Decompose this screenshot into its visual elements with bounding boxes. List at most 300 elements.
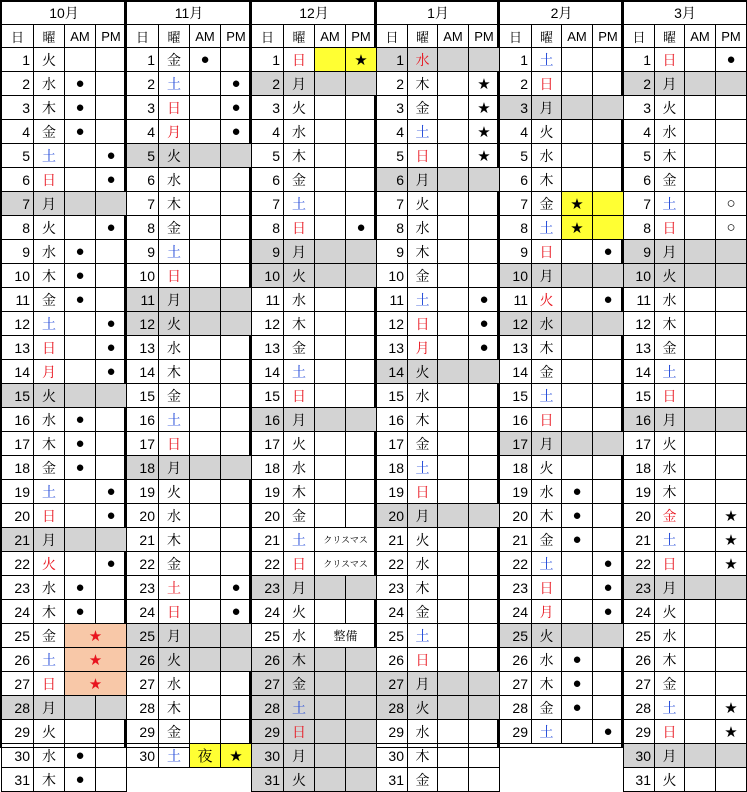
am-slot-cell	[562, 240, 593, 264]
weekday-cell: 火	[284, 432, 315, 456]
weekday-cell: 火	[159, 312, 190, 336]
day-row	[624, 336, 747, 360]
pm-slot-cell	[346, 456, 377, 480]
am-slot-cell	[190, 240, 221, 264]
day-row	[377, 768, 500, 792]
am-slot-cell	[685, 528, 716, 552]
day-row	[377, 96, 500, 120]
day-number: 30	[127, 744, 159, 768]
am-slot-cell	[438, 216, 469, 240]
day-row	[252, 696, 377, 720]
am-slot-cell: ●	[65, 456, 96, 480]
weekday-cell: 水	[34, 72, 65, 96]
day-row	[2, 456, 127, 480]
weekday-cell: 水	[532, 312, 562, 336]
day-row	[2, 144, 127, 168]
day-row	[624, 576, 747, 600]
am-slot-cell	[315, 720, 346, 744]
day-row	[377, 408, 500, 432]
day-number: 1	[252, 48, 284, 72]
pm-slot-cell	[469, 456, 500, 480]
day-number: 18	[624, 456, 655, 480]
day-row	[252, 480, 377, 504]
am-slot-cell	[438, 528, 469, 552]
day-number: 23	[127, 576, 159, 600]
day-row	[500, 192, 624, 216]
day-number: 12	[252, 312, 284, 336]
day-number: 29	[377, 720, 408, 744]
day-row	[127, 216, 252, 240]
pm-slot-cell	[593, 528, 624, 552]
am-slot-cell	[190, 552, 221, 576]
day-row	[377, 360, 500, 384]
pm-slot-cell	[593, 408, 624, 432]
day-row	[2, 48, 127, 72]
column-header-pm: PM	[593, 25, 624, 48]
weekday-cell: 土	[532, 48, 562, 72]
pm-slot-cell	[96, 768, 127, 792]
day-row	[377, 552, 500, 576]
month-table	[251, 1, 377, 792]
day-number: 18	[377, 456, 408, 480]
weekday-cell: 日	[655, 384, 685, 408]
pm-slot-cell	[221, 312, 252, 336]
weekday-cell: 水	[655, 120, 685, 144]
day-number: 11	[500, 288, 532, 312]
weekday-cell: 日	[34, 672, 65, 696]
day-number: 5	[252, 144, 284, 168]
weekday-cell: 火	[34, 720, 65, 744]
am-slot-cell: ●	[562, 672, 593, 696]
pm-slot-cell	[469, 48, 500, 72]
day-number: 18	[500, 456, 532, 480]
day-row	[624, 408, 747, 432]
day-number: 2	[127, 72, 159, 96]
weekday-cell: 水	[284, 624, 315, 648]
day-row	[252, 312, 377, 336]
am-slot-cell	[685, 192, 716, 216]
pm-slot-cell	[716, 240, 747, 264]
day-row	[500, 48, 624, 72]
day-number: 21	[252, 528, 284, 552]
pm-slot-cell	[221, 504, 252, 528]
day-number: 5	[500, 144, 532, 168]
column-header-weekday: 曜	[34, 25, 65, 48]
pm-slot-cell	[346, 768, 377, 792]
am-slot-cell	[65, 48, 96, 72]
day-row	[252, 96, 377, 120]
day-number: 1	[624, 48, 655, 72]
weekday-cell: 火	[532, 120, 562, 144]
weekday-cell: 月	[159, 288, 190, 312]
am-slot-cell	[685, 264, 716, 288]
weekday-cell: 木	[532, 672, 562, 696]
weekday-cell: 金	[408, 432, 438, 456]
pm-slot-cell	[346, 144, 377, 168]
day-row	[377, 456, 500, 480]
am-slot-cell	[438, 48, 469, 72]
am-slot-cell	[190, 456, 221, 480]
weekday-cell: 金	[284, 336, 315, 360]
am-slot-cell	[190, 720, 221, 744]
day-row	[500, 240, 624, 264]
day-number: 24	[252, 600, 284, 624]
am-slot-cell	[438, 720, 469, 744]
pm-slot-cell	[716, 72, 747, 96]
weekday-cell: 月	[655, 240, 685, 264]
day-row	[252, 360, 377, 384]
day-row	[500, 576, 624, 600]
am-slot-cell	[562, 288, 593, 312]
day-number: 20	[252, 504, 284, 528]
am-slot-cell	[190, 192, 221, 216]
day-number: 25	[252, 624, 284, 648]
am-slot-cell	[190, 504, 221, 528]
day-row	[500, 288, 624, 312]
pm-slot-cell	[221, 552, 252, 576]
day-row	[252, 528, 377, 552]
weekday-cell: 火	[408, 696, 438, 720]
weekday-cell: 月	[284, 408, 315, 432]
day-number: 4	[500, 120, 532, 144]
am-slot-cell	[562, 48, 593, 72]
day-number: 17	[377, 432, 408, 456]
day-number: 13	[2, 336, 34, 360]
day-number: 21	[377, 528, 408, 552]
day-number: 23	[2, 576, 34, 600]
am-slot-cell	[438, 384, 469, 408]
day-number: 5	[127, 144, 159, 168]
pm-slot-cell	[221, 456, 252, 480]
day-number: 13	[252, 336, 284, 360]
am-slot-cell	[562, 600, 593, 624]
weekday-cell: 金	[532, 192, 562, 216]
day-number: 28	[127, 696, 159, 720]
day-row	[252, 48, 377, 72]
day-row	[2, 264, 127, 288]
pm-slot-cell: ★	[716, 696, 747, 720]
day-number: 4	[624, 120, 655, 144]
day-number: 14	[377, 360, 408, 384]
day-number: 17	[624, 432, 655, 456]
column-header-day: 日	[377, 25, 408, 48]
am-slot-cell	[685, 456, 716, 480]
am-slot-cell	[438, 264, 469, 288]
day-row	[2, 192, 127, 216]
weekday-cell: 火	[34, 552, 65, 576]
pm-slot-cell: ●	[593, 552, 624, 576]
am-slot-cell	[190, 312, 221, 336]
pm-slot-cell: ●	[96, 552, 127, 576]
weekday-cell: 土	[159, 72, 190, 96]
pm-slot-cell	[221, 648, 252, 672]
weekday-cell: 日	[284, 216, 315, 240]
day-row	[252, 600, 377, 624]
weekday-cell: 金	[408, 768, 438, 792]
day-number: 19	[252, 480, 284, 504]
am-slot-cell	[315, 360, 346, 384]
day-number: 6	[127, 168, 159, 192]
am-slot-cell	[190, 672, 221, 696]
pm-slot-cell	[221, 192, 252, 216]
pm-slot-cell	[221, 432, 252, 456]
day-number: 16	[500, 408, 532, 432]
day-number: 6	[624, 168, 655, 192]
pm-slot-cell: ●	[96, 360, 127, 384]
pm-slot-cell	[469, 264, 500, 288]
day-row	[377, 384, 500, 408]
am-slot-cell	[190, 120, 221, 144]
am-slot-cell	[685, 360, 716, 384]
am-slot-cell	[438, 120, 469, 144]
weekday-cell: 日	[34, 504, 65, 528]
weekday-cell: 金	[159, 720, 190, 744]
day-row	[127, 600, 252, 624]
day-row	[500, 360, 624, 384]
weekday-cell: 木	[408, 240, 438, 264]
day-row	[500, 144, 624, 168]
am-slot-cell: ●	[562, 696, 593, 720]
weekday-cell: 月	[284, 72, 315, 96]
day-row	[127, 48, 252, 72]
day-number: 14	[127, 360, 159, 384]
day-number: 15	[252, 384, 284, 408]
weekday-cell: 木	[655, 312, 685, 336]
day-number: 16	[2, 408, 34, 432]
day-number: 16	[377, 408, 408, 432]
pm-slot-cell: ●	[221, 120, 252, 144]
day-row	[252, 264, 377, 288]
pm-slot-cell	[346, 120, 377, 144]
day-number: 28	[624, 696, 655, 720]
weekday-cell: 金	[408, 600, 438, 624]
month-block	[376, 1, 499, 788]
am-slot-cell	[562, 264, 593, 288]
month-block	[251, 1, 376, 788]
am-slot-cell	[190, 648, 221, 672]
day-number: 5	[624, 144, 655, 168]
day-number: 17	[127, 432, 159, 456]
am-slot-cell	[438, 312, 469, 336]
day-row	[500, 120, 624, 144]
column-header-weekday: 曜	[284, 25, 315, 48]
weekday-cell: 土	[34, 648, 65, 672]
am-slot-cell: ●	[65, 744, 96, 768]
pm-slot-cell	[469, 768, 500, 792]
day-number: 6	[252, 168, 284, 192]
day-number: 23	[500, 576, 532, 600]
day-number: 12	[624, 312, 655, 336]
weekday-cell: 月	[532, 264, 562, 288]
pm-slot-cell	[469, 744, 500, 768]
day-row	[127, 720, 252, 744]
pm-slot-cell	[346, 576, 377, 600]
pm-slot-cell	[221, 168, 252, 192]
day-row	[500, 552, 624, 576]
pm-slot-cell	[593, 168, 624, 192]
am-slot-cell	[190, 72, 221, 96]
day-row	[624, 744, 747, 768]
pm-slot-cell	[221, 144, 252, 168]
day-number: 3	[500, 96, 532, 120]
day-number: 13	[500, 336, 532, 360]
weekday-cell: 土	[655, 528, 685, 552]
day-number: 1	[2, 48, 34, 72]
am-slot-cell	[65, 168, 96, 192]
day-row	[2, 744, 127, 768]
day-number: 24	[377, 600, 408, 624]
month-title: 10月	[2, 2, 127, 25]
day-number: 8	[500, 216, 532, 240]
day-number: 9	[377, 240, 408, 264]
day-number: 2	[2, 72, 34, 96]
am-slot-cell	[685, 96, 716, 120]
am-slot-cell	[315, 456, 346, 480]
day-row	[2, 72, 127, 96]
weekday-cell: 木	[408, 72, 438, 96]
day-row	[624, 216, 747, 240]
am-slot-cell	[562, 456, 593, 480]
am-slot-cell	[190, 264, 221, 288]
weekday-cell: 水	[34, 744, 65, 768]
day-row	[624, 192, 747, 216]
am-slot-cell	[190, 696, 221, 720]
day-row	[252, 768, 377, 792]
am-slot-cell	[438, 552, 469, 576]
pm-slot-cell	[716, 672, 747, 696]
day-number: 12	[377, 312, 408, 336]
pm-slot-cell: ●	[593, 288, 624, 312]
weekday-cell: 金	[532, 696, 562, 720]
weekday-cell: 日	[655, 48, 685, 72]
weekday-cell: 木	[284, 312, 315, 336]
weekday-cell: 木	[34, 768, 65, 792]
column-header-day: 日	[252, 25, 284, 48]
day-number: 27	[127, 672, 159, 696]
day-row	[2, 480, 127, 504]
weekday-cell: 土	[159, 576, 190, 600]
day-number: 17	[252, 432, 284, 456]
am-slot-cell	[562, 432, 593, 456]
day-row	[252, 336, 377, 360]
am-slot-cell	[190, 480, 221, 504]
day-row	[500, 384, 624, 408]
pm-slot-cell	[716, 432, 747, 456]
weekday-cell: 日	[408, 312, 438, 336]
am-slot-cell	[438, 480, 469, 504]
day-number: 25	[500, 624, 532, 648]
day-row	[127, 192, 252, 216]
day-number: 15	[2, 384, 34, 408]
am-slot-cell	[190, 528, 221, 552]
am-slot-cell	[65, 312, 96, 336]
weekday-cell: 月	[34, 528, 65, 552]
weekday-cell: 木	[532, 168, 562, 192]
pm-slot-cell	[96, 720, 127, 744]
day-row	[624, 696, 747, 720]
weekday-cell: 日	[284, 48, 315, 72]
pm-slot-cell: ●	[221, 576, 252, 600]
pm-slot-cell: ●	[96, 216, 127, 240]
pm-slot-cell	[593, 624, 624, 648]
day-row	[127, 312, 252, 336]
pm-slot-cell	[716, 264, 747, 288]
day-number: 24	[624, 600, 655, 624]
pm-slot-cell	[221, 216, 252, 240]
day-row	[500, 216, 624, 240]
month-block	[623, 1, 746, 788]
weekday-cell: 月	[408, 336, 438, 360]
weekday-cell: 金	[655, 504, 685, 528]
day-row	[2, 504, 127, 528]
day-number: 30	[252, 744, 284, 768]
weekday-cell: 火	[284, 96, 315, 120]
am-slot-cell: ●	[562, 480, 593, 504]
am-slot-cell	[190, 576, 221, 600]
pm-slot-cell	[221, 288, 252, 312]
pm-slot-cell	[716, 576, 747, 600]
am-slot-cell	[438, 336, 469, 360]
weekday-cell: 火	[34, 384, 65, 408]
am-slot-cell	[685, 288, 716, 312]
weekday-cell: 水	[655, 624, 685, 648]
pm-slot-cell	[716, 288, 747, 312]
weekday-cell: 木	[34, 96, 65, 120]
pm-slot-cell	[469, 600, 500, 624]
day-row	[127, 504, 252, 528]
pm-slot-cell	[469, 528, 500, 552]
weekday-cell: 土	[34, 312, 65, 336]
day-number: 4	[377, 120, 408, 144]
day-number: 22	[500, 552, 532, 576]
day-row	[127, 744, 252, 768]
weekday-cell: 水	[532, 648, 562, 672]
day-row	[252, 120, 377, 144]
day-row	[624, 528, 747, 552]
slot-cell-merged: 整備	[315, 624, 377, 648]
pm-slot-cell	[716, 744, 747, 768]
am-slot-cell	[65, 528, 96, 552]
day-row	[377, 240, 500, 264]
day-row	[127, 624, 252, 648]
day-number: 25	[2, 624, 34, 648]
am-slot-cell	[685, 144, 716, 168]
pm-slot-cell	[221, 480, 252, 504]
weekday-cell: 土	[408, 624, 438, 648]
day-row	[2, 360, 127, 384]
day-row	[2, 552, 127, 576]
day-number: 7	[127, 192, 159, 216]
day-row	[500, 96, 624, 120]
am-slot-cell: ●	[65, 288, 96, 312]
weekday-cell: 火	[655, 96, 685, 120]
weekday-cell: 月	[408, 504, 438, 528]
pm-slot-cell	[221, 360, 252, 384]
am-slot-cell	[315, 648, 346, 672]
am-slot-cell	[562, 384, 593, 408]
day-number: 21	[2, 528, 34, 552]
pm-slot-cell	[96, 192, 127, 216]
pm-slot-cell	[469, 216, 500, 240]
column-header-am: AM	[190, 25, 221, 48]
day-row	[624, 720, 747, 744]
month-title: 2月	[500, 2, 624, 25]
weekday-cell: 木	[159, 528, 190, 552]
day-number: 12	[2, 312, 34, 336]
weekday-cell: 水	[408, 552, 438, 576]
am-slot-cell	[190, 360, 221, 384]
am-slot-cell	[315, 672, 346, 696]
